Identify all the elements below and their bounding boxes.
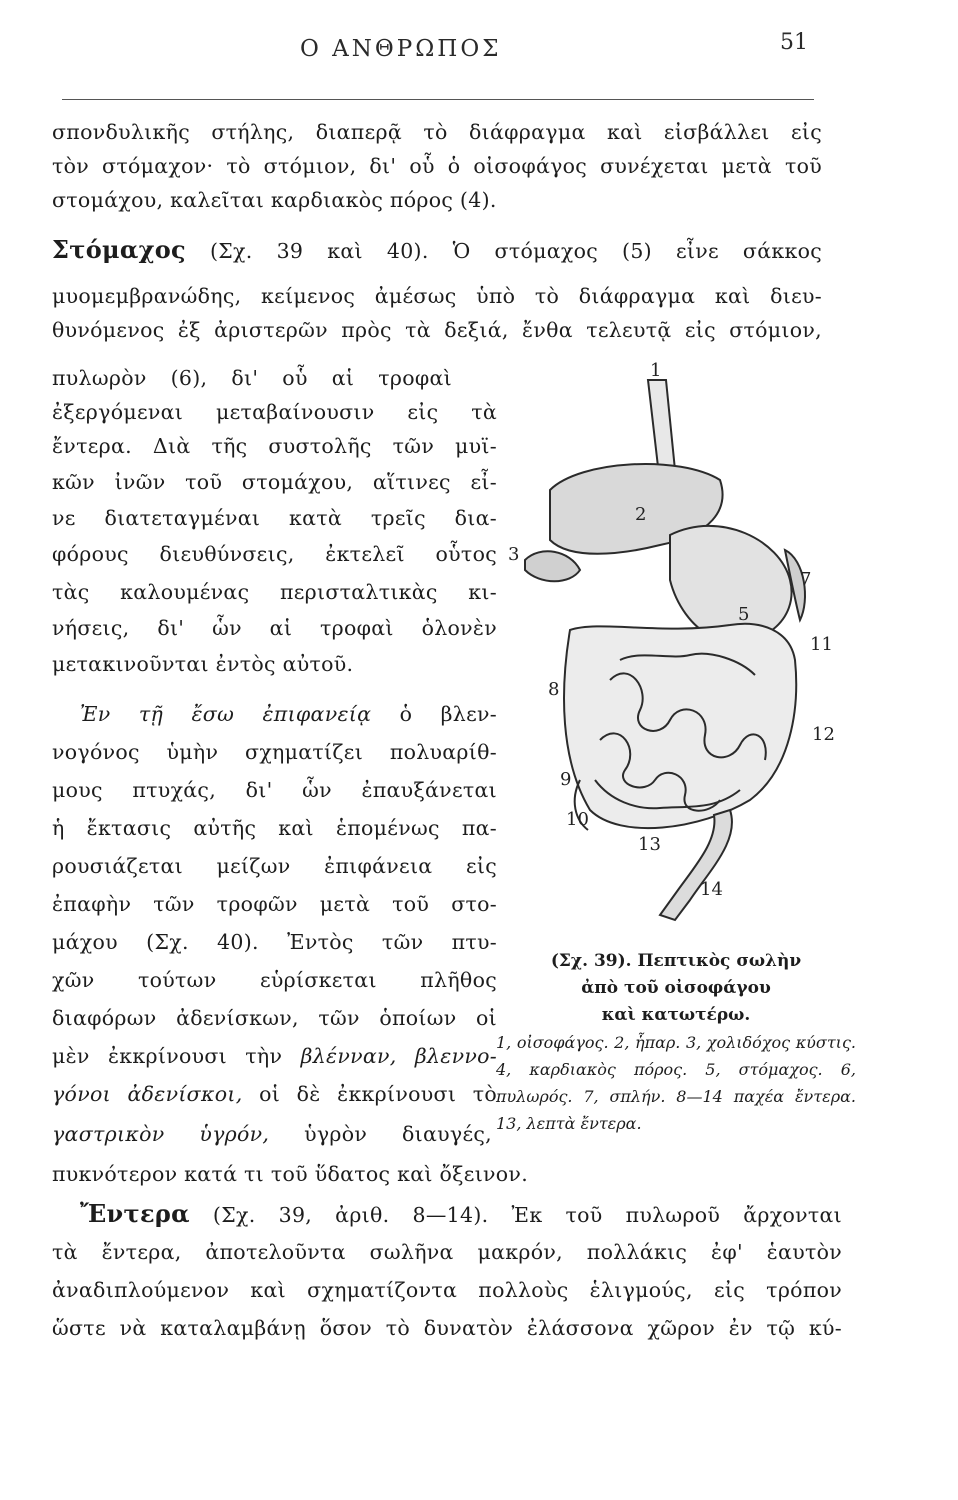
italic-span: Ἐν τῇ ἔσω ἐπιφανείᾳ [80,702,372,726]
text-line: φόρους διευθύνσεις, ἐκτελεῖ οὗτος [52,542,497,566]
figure-caption [496,948,856,1137]
header-rule [62,99,814,100]
figure-label: 7 [800,569,812,590]
text-line: ὥστε νὰ καταλαμβάνῃ ὅσον τὸ δυνατὸν ἐλάσσονα χῶρον ἐν τῷ κύ- [52,1316,842,1340]
text-span: (Σχ. 39 καὶ 40). Ὁ στόμαχος (5) εἶνε σάκκος [185,239,822,263]
italic-span: γόνοι ἀδενίσκοι, [52,1082,243,1106]
text-line: μους πτυχάς, δι' ὧν ἐπαυξάνεται [52,778,497,802]
intestine-paragraph-first-line [80,1200,842,1229]
text-line [80,700,497,728]
text-line: μετακινοῦνται ἐντὸς αὐτοῦ. [52,652,354,676]
text-line: μάχου (Σχ. 40). Ἐντὸς τῶν πτυ- [52,930,497,954]
text-line: νογόνος ὑμὴν σχηματίζει πολυαρίθ- [52,740,497,764]
italic-span: γαστρικὸν ὑγρόν, [52,1122,270,1146]
text-line: διαφόρων ἀδενίσκων, τῶν ὁποίων οἱ [52,1006,497,1030]
text-line: πυκνότερον κατά τι τοῦ ὕδατος καὶ ὄξεινον. [52,1162,529,1186]
text-line: κῶν ἰνῶν τοῦ στομάχου, αἵτινες εἶ- [52,470,497,494]
text-line: ἐξεργόμεναι μεταβαίνουσιν εἰς τὰ [52,400,497,424]
figure-label: 13 [638,834,661,855]
text-line: ρουσιάζεται μείζων ἐπιφάνεια εἰς [52,854,497,878]
text-line: ἀναδιπλούμενον καὶ σχηματίζοντα πολλοὺς ἑλιγμούς, εἰς τρόπον [52,1278,842,1302]
caption-title: ἀπὸ τοῦ οἰσοφάγου [581,978,771,998]
text-line [52,1120,492,1148]
digestive-tract-illustration [500,360,835,940]
caption-title: καὶ κατωτέρω. [601,1005,751,1025]
text-line: στομάχου, καλεῖται καρδιακὸς πόρος (4). [52,188,497,212]
figure-label: 2 [635,504,647,525]
figure-label: 3 [508,544,520,565]
intestine-heading: Ἔντερα [80,1199,190,1228]
text-span: μὲν ἐκκρίνουσι τὴν [52,1044,301,1068]
text-line: χῶν τούτων εὑρίσκεται πλῆθος [52,968,497,992]
text-line: νε διατεταγμέναι κατὰ τρεῖς δια- [52,506,497,530]
text-line [52,1080,497,1108]
text-span: ὁ βλεν- [371,702,497,726]
stomach-heading: Στόμαχος [52,235,186,264]
text-line: ἔντερα. Διὰ τῆς συστολῆς τῶν μυϊ- [52,434,497,458]
figure-label: 1 [650,360,662,381]
text-span: ὑγρὸν διαυγές, [269,1122,492,1146]
text-line: ἡ ἔκτασις αὐτῆς καὶ ἑπομένως πα- [52,816,497,840]
page-header [0,28,958,72]
figure-label: 12 [812,724,835,745]
text-line: μυομεμβρανώδης, κείμενος ἀμέσως ὑπὸ τὸ διάφραγμα καὶ διευ- [52,284,822,308]
text-line: νήσεις, δι' ὧν αἱ τροφαὶ ὁλονὲν [52,616,497,640]
figure-label: 11 [810,634,833,655]
figure-label: 8 [548,679,560,700]
caption-body: 1, οἰσοφάγος. 2, ἧπαρ. 3, χολιδόχος κύστις. 4, καρδιακὸς πόρος. 5, στόμαχος. 6, πυλωρός. 7, σπλήν. 8—14 παχέα ἔντερα. 13, λεπτὰ ἔντερα. [496,1033,856,1133]
text-span: (Σχ. 39, ἀριθ. 8—14). Ἐκ τοῦ πυλωροῦ ἄρχονται [189,1203,842,1227]
figure-label: 10 [566,809,589,830]
italic-span: βλένναν, βλεννο- [300,1044,498,1068]
caption-title: (Σχ. 39). Πεπτικὸς σωλὴν [550,951,802,971]
figure-label: 9 [560,769,572,790]
text-line [52,1042,497,1070]
figure-label: 5 [738,604,750,625]
figure-label: 14 [700,879,723,900]
text-line: θυνόμενος ἐξ ἀριστερῶν πρὸς τὰ δεξιά, ἔνθα τελευτᾷ εἰς στόμιον, [52,318,822,342]
text-span: οἱ δὲ ἐκκρίνουσι τὸ [242,1082,498,1106]
text-line: τὸν στόμαχον· τὸ στόμιον, δι' οὗ ὁ οἰσοφάγος συνέχεται μετὰ τοῦ [52,154,822,178]
text-line: πυλωρὸν (6), δι' οὗ αἱ τροφαὶ [52,366,452,390]
digestive-tract-figure [500,360,835,940]
stomach-paragraph-first-line [52,236,822,265]
text-line: ἐπαφὴν τῶν τροφῶν μετὰ τοῦ στο- [52,892,497,916]
text-line: σπονδυλικῆς στήλης, διαπερᾷ τὸ διάφραγμα καὶ εἰσβάλλει εἰς [52,120,822,144]
running-title: Ο ΑΝΘΡΩΠΟΣ [300,36,502,62]
text-line: τὰ ἔντερα, ἀποτελοῦντα σωλῆνα μακρόν, πολλάκις ἐφ' ἑαυτὸν [52,1240,842,1264]
text-line: τὰς καλουμένας περισταλτικὰς κι- [52,580,497,604]
page-number: 51 [780,30,808,55]
